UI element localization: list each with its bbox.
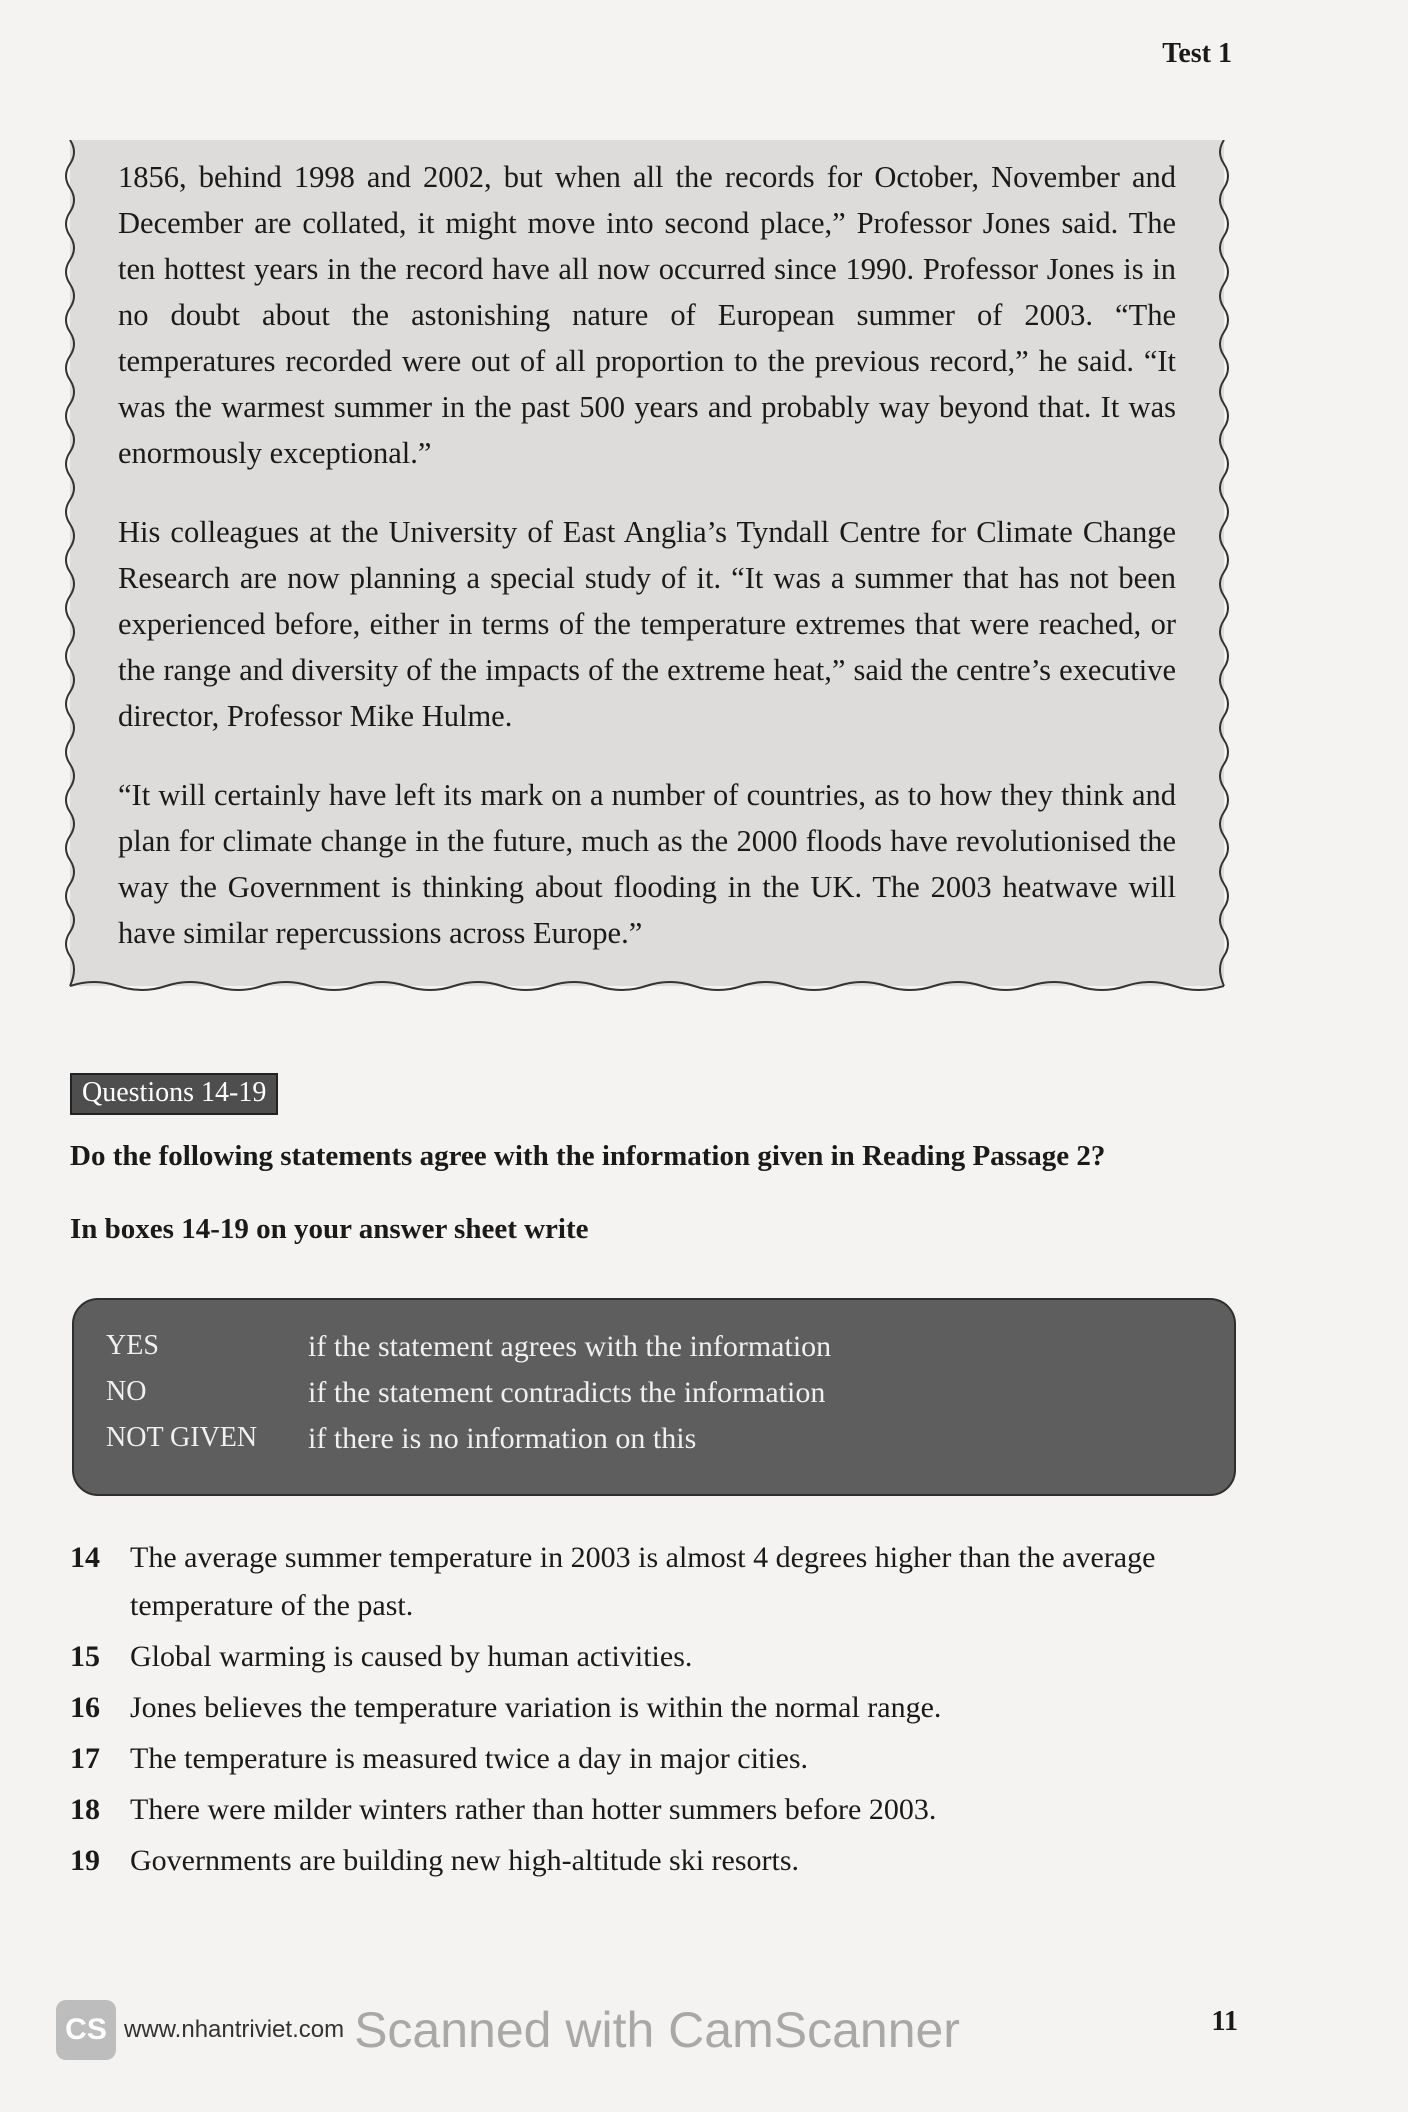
page-number: 11 bbox=[1211, 2006, 1238, 2037]
question-text: Governments are building new high-altitude ski resorts. bbox=[130, 1844, 800, 1877]
scanner-watermark: Scanned with CamScanner bbox=[354, 2002, 960, 2058]
answer-key-description: if the statement contradicts the information bbox=[308, 1376, 826, 1409]
question-text: There were milder winters rather than hotter summers before 2003. bbox=[130, 1793, 937, 1826]
passage-paragraph: 1856, behind 1998 and 2002, but when all the records for October, November and December are collated, it might move into second place,” Professor Jones said. The ten hottest years in the record have all now occurred since 1990. Professor Jones is in no doubt about the astonishing nature of European summer of 2003. “The temperatures recorded were out of all proportion to the previous record,” he said. “It was the warmest summer in the past 500 years and probably way beyond that. It was enormously exceptional.” bbox=[118, 160, 1176, 470]
question-item bbox=[70, 1735, 1180, 1783]
question-item bbox=[70, 1837, 1180, 1885]
camscanner-logo-icon: CS bbox=[56, 2000, 116, 2060]
question-text: Jones believes the temperature variation is within the normal range. bbox=[130, 1691, 942, 1724]
question-list bbox=[70, 1534, 1180, 1885]
test-label: Test 1 bbox=[1162, 38, 1232, 69]
answer-key-description: if the statement agrees with the information bbox=[308, 1330, 832, 1363]
answer-key-description: if there is no information on this bbox=[308, 1422, 697, 1455]
question-item bbox=[70, 1684, 1180, 1732]
passage-paragraph: His colleagues at the University of East Anglia’s Tyndall Centre for Climate Change Research are now planning a special study of it. “It was a summer that has not been experienced before, either in terms of the temperature extremes that were reached, or the range and diversity of the impacts of the extreme heat,” said the centre’s executive director, Professor Mike Hulme. bbox=[118, 515, 1176, 733]
reading-passage-box bbox=[70, 140, 1224, 986]
question-number: 17 bbox=[70, 1742, 100, 1775]
question-number: 14 bbox=[70, 1541, 100, 1574]
question-number: 15 bbox=[70, 1640, 100, 1673]
question-number: 18 bbox=[70, 1793, 100, 1826]
answer-key-box bbox=[72, 1298, 1236, 1496]
wavy-border-left bbox=[60, 140, 80, 986]
wavy-border-right bbox=[1214, 140, 1234, 986]
instruction-text: In boxes 14-19 on your answer sheet write bbox=[70, 1213, 589, 1245]
questions-section-label: Questions 14-19 bbox=[70, 1073, 278, 1115]
question-item bbox=[70, 1633, 1180, 1681]
question-number: 19 bbox=[70, 1844, 100, 1877]
answer-key-term: NOT GIVEN bbox=[106, 1422, 258, 1453]
question-item bbox=[70, 1534, 1180, 1630]
question-text: The temperature is measured twice a day in major cities. bbox=[130, 1742, 809, 1775]
wavy-border-bottom bbox=[70, 976, 1224, 996]
answer-key-row bbox=[106, 1330, 831, 1364]
instruction-text: Do the following statements agree with the information given in Reading Passage 2? bbox=[70, 1140, 1106, 1172]
question-text: Global warming is caused by human activities. bbox=[130, 1640, 693, 1673]
question-number: 16 bbox=[70, 1691, 100, 1724]
passage-paragraph: “It will certainly have left its mark on a number of countries, as to how they think and plan for climate change in the future, much as the 2000 floods have revolutionised the way the Government is thinking about flooding in the UK. The 2003 heatwave will have similar repercussions across Europe.” bbox=[118, 778, 1176, 950]
answer-key-term: NO bbox=[106, 1376, 147, 1407]
answer-key-term: YES bbox=[106, 1330, 159, 1361]
question-text: The average summer temperature in 2003 is almost 4 degrees higher than the average temperature of the past. bbox=[130, 1541, 1156, 1622]
answer-key-row bbox=[106, 1422, 696, 1456]
question-item bbox=[70, 1786, 1180, 1834]
answer-key-row bbox=[106, 1376, 825, 1410]
footer-watermark bbox=[56, 2000, 960, 2060]
website-url: www.nhantriviet.com bbox=[124, 2016, 345, 2043]
